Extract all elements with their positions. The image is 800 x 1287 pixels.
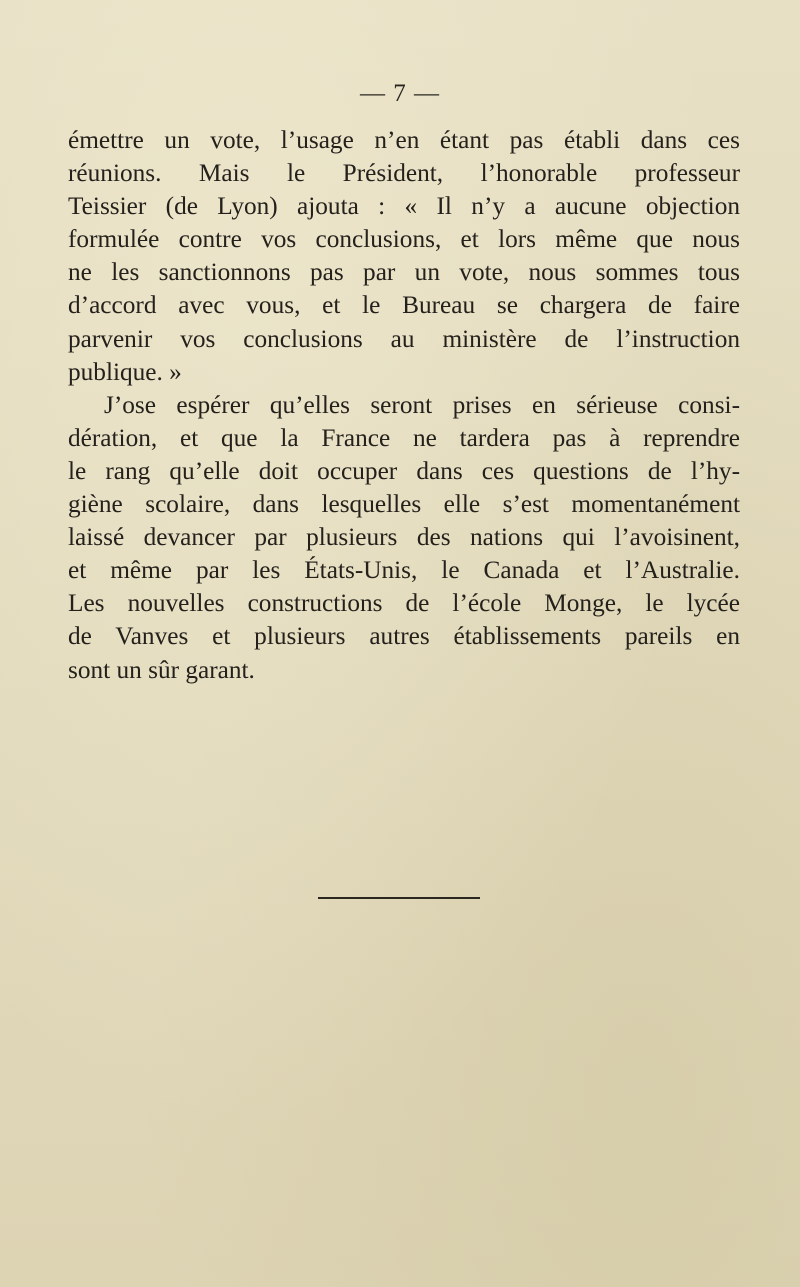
text-line: giène scolaire, dans lesquelles elle s’est momentanément: [68, 490, 740, 519]
text-line: d’accord avec vous, et le Bureau se chargera de faire: [68, 291, 740, 320]
text-line: parvenir vos conclusions au ministère de l’instruction: [68, 324, 740, 353]
text-line: émettre un vote, l’usage n’en étant pas établi dans ces: [68, 126, 740, 154]
text-line: J’ose espérer qu’elles seront prises en sérieuse consi-: [104, 390, 740, 419]
section-divider: [318, 897, 480, 899]
body-text: [68, 124, 740, 687]
page-number: — 7 —: [360, 80, 440, 107]
text-line: laissé devancer par plusieurs des nations qui l’avoisinent,: [68, 523, 740, 552]
text-line: Les nouvelles constructions de l’école Monge, le lycée: [68, 589, 740, 618]
text-line: formulée contre vos conclusions, et lors même que nous: [68, 225, 740, 254]
text-line: le rang qu’elle doit occuper dans ces questions de l’hy-: [68, 456, 740, 485]
text-line: publique. »: [68, 357, 182, 386]
text-line: Teissier (de Lyon) ajouta : « Il n’y a aucune objection: [68, 192, 740, 221]
text-line: et même par les États-Unis, le Canada et l’Australie.: [68, 556, 740, 585]
text-line: sont un sûr garant.: [68, 655, 255, 684]
text-line: de Vanves et plusieurs autres établissements pareils en: [68, 622, 740, 651]
text-line: ne les sanctionnons pas par un vote, nous sommes tous: [68, 258, 740, 287]
text-line: réunions. Mais le Président, l’honorable professeur: [68, 159, 740, 188]
text-line: dération, et que la France ne tardera pas à reprendre: [68, 423, 740, 452]
